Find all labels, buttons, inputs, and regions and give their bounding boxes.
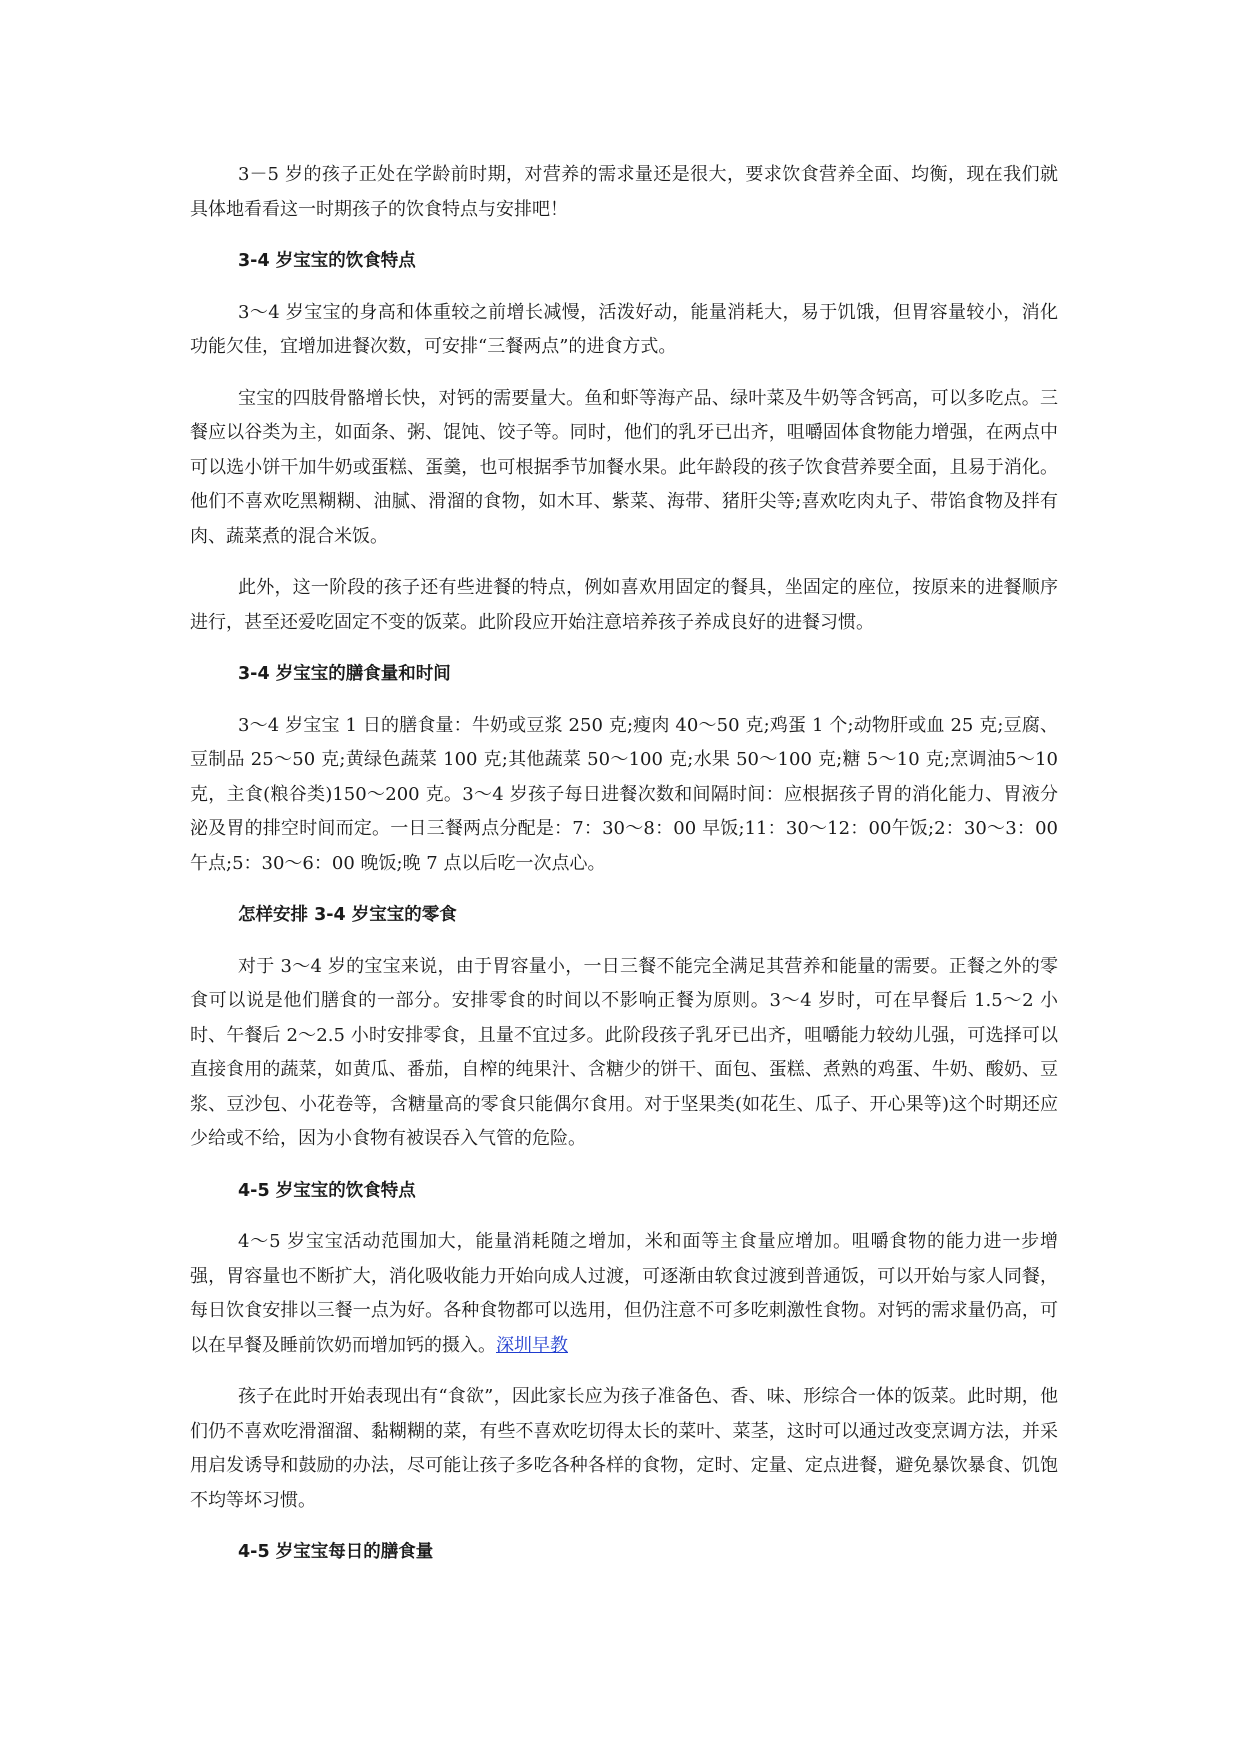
paragraph-3-4-habits: 此外，这一阶段的孩子还有些进餐的特点，例如喜欢用固定的餐具，坐固定的座位，按原来的进餐顺序进行，甚至还爱吃固定不变的饭菜。此阶段应开始注意培养孩子养成良好的进餐习惯。: [190, 577, 1058, 633]
section-heading-3-4-snacks: 怎样安排 3-4 岁宝宝的零食: [238, 905, 457, 925]
section-heading-3-4-diet: 3-4 岁宝宝的饮食特点: [238, 251, 416, 271]
document-body: [190, 158, 1058, 1587]
paragraph-4-5-diet-text: 4～5 岁宝宝活动范围加大，能量消耗随之增加，米和面等主食量应增加。咀嚼食物的能力进一步增强，胃容量也不断扩大，消化吸收能力开始向成人过渡，可逐渐由软食过渡到普通饭，可以开始与家人同餐，每日饮食安排以三餐一点为好。各种食物都可以选用，但仍注意不可多吃刺激性食物。对钙的需求量仍高，可以在早餐及睡前饮奶而增加钙的摄入。: [190, 1231, 1058, 1356]
paragraph-3-4-daily-amount: 3～4 岁宝宝 1 日的膳食量：牛奶或豆浆 250 克;瘦肉 40～50 克;鸡蛋 1 个;动物肝或血 25 克;豆腐、豆制品 25～50 克;黄绿色蔬菜 100 克;其他蔬菜 50～100 克;水果 50～100 克;糖 5～10 克;烹调油5～10 克，主食(粮谷类)150～200 克。3～4 岁孩子每日进餐次数和间隔时间：应根据孩子胃的消化能力、胃液分泌及胃的排空时间而定。一日三餐两点分配是：7：30～8：00 早饭;11：30～12：00午饭;2：30～3：00 午点;5：30～6：00 晚饭;晚 7 点以后吃一次点心。: [190, 714, 1058, 874]
intro-paragraph: 3－5 岁的孩子正处在学龄前时期，对营养的需求量还是很大，要求饮食营养全面、均衡，现在我们就具体地看看这一时期孩子的饮食特点与安排吧！: [190, 164, 1058, 220]
paragraph-3-4-snacks: 对于 3～4 岁的宝宝来说，由于胃容量小，一日三餐不能完全满足其营养和能量的需要。正餐之外的零食可以说是他们膳食的一部分。安排零食的时间以不影响正餐为原则。3～4 岁时，可在早餐后 1.5～2 小时、午餐后 2～2.5 小时安排零食，且量不宜过多。此阶段孩子乳牙已出齐，咀嚼能力较幼儿强，可选择可以直接食用的蔬菜，如黄瓜、番茄，自榨的纯果汁、含糖少的饼干、面包、蛋糕、煮熟的鸡蛋、牛奶、酸奶、豆浆、豆沙包、小花卷等，含糖量高的零食只能偶尔食用。对于坚果类(如花生、瓜子、开心果等)这个时期还应少给或不给，因为小食物有被误吞入气管的危险。: [190, 955, 1058, 1149]
shenzhen-early-education-link[interactable]: 深圳早教: [496, 1334, 568, 1356]
section-heading-3-4-amount: 3-4 岁宝宝的膳食量和时间: [238, 664, 451, 684]
paragraph-3-4-growth: 3～4 岁宝宝的身高和体重较之前增长减慢，活泼好动，能量消耗大，易于饥饿，但胃容量较小，消化功能欠佳，宜增加进餐次数，可安排“三餐两点”的进食方式。: [190, 301, 1058, 357]
paragraph-3-4-calcium: 宝宝的四肢骨骼增长快，对钙的需要量大。鱼和虾等海产品、绿叶菜及牛奶等含钙高，可以多吃点。三餐应以谷类为主，如面条、粥、馄饨、饺子等。同时，他们的乳牙已出齐，咀嚼固体食物能力增强，在两点中可以选小饼干加牛奶或蛋糕、蛋羹，也可根据季节加餐水果。此年龄段的孩子饮食营养要全面，且易于消化。他们不喜欢吃黑糊糊、油腻、滑溜的食物，如木耳、紫菜、海带、猪肝尖等;喜欢吃肉丸子、带馅食物及拌有肉、蔬菜煮的混合米饭。: [190, 387, 1058, 547]
section-heading-4-5-amount: 4-5 岁宝宝每日的膳食量: [238, 1542, 434, 1562]
paragraph-4-5-appetite: 孩子在此时开始表现出有“食欲”，因此家长应为孩子准备色、香、味、形综合一体的饭菜。此时期，他们仍不喜欢吃滑溜溜、黏糊糊的菜，有些不喜欢吃切得太长的菜叶、菜茎，这时可以通过改变烹调方法，并采用启发诱导和鼓励的办法，尽可能让孩子多吃各种各样的食物，定时、定量、定点进餐，避免暴饮暴食、饥饱不均等坏习惯。: [190, 1386, 1058, 1511]
paragraph-4-5-diet: [190, 1225, 1058, 1363]
section-heading-4-5-diet: 4-5 岁宝宝的饮食特点: [238, 1180, 416, 1201]
